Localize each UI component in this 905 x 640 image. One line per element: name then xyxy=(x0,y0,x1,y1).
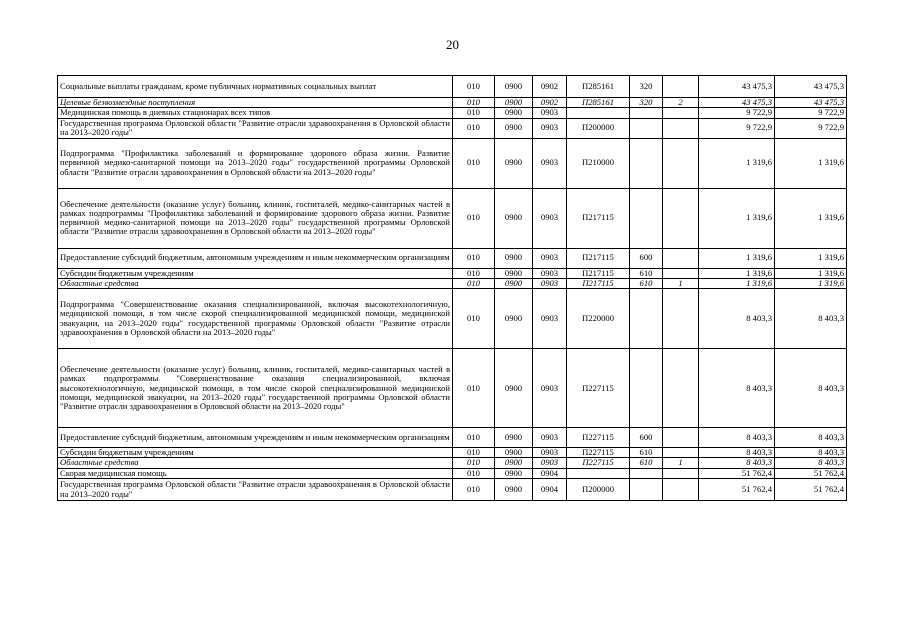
ministry-code-cell: 010 xyxy=(453,468,495,478)
description-cell: Субсидии бюджетным учреждениям xyxy=(58,448,453,458)
subsection-code-cell: 0903 xyxy=(533,458,567,468)
expense-type-cell xyxy=(630,349,663,428)
section-code-cell: 0900 xyxy=(495,479,533,501)
amount-cell: 8 403,3 xyxy=(699,428,775,448)
ministry-code-cell: 010 xyxy=(453,108,495,118)
source-code-cell xyxy=(663,468,699,478)
description-cell: Целевые безвозмездные поступления xyxy=(58,98,453,108)
source-code-cell xyxy=(663,76,699,98)
amount-total-cell: 1 319,6 xyxy=(775,248,847,268)
table-row xyxy=(58,268,847,278)
amount-total-cell: 8 403,3 xyxy=(775,289,847,349)
amount-total-cell: 1 319,6 xyxy=(775,138,847,188)
table-row xyxy=(58,428,847,448)
amount-total-cell: 1 319,6 xyxy=(775,188,847,248)
ministry-code-cell: 010 xyxy=(453,98,495,108)
table-row xyxy=(58,468,847,478)
expense-type-cell: 610 xyxy=(630,458,663,468)
target-article-cell: П227115 xyxy=(567,349,630,428)
section-code-cell: 0900 xyxy=(495,108,533,118)
subsection-code-cell: 0903 xyxy=(533,108,567,118)
section-code-cell: 0900 xyxy=(495,268,533,278)
table-row xyxy=(58,278,847,288)
subsection-code-cell: 0903 xyxy=(533,428,567,448)
target-article-cell: П220000 xyxy=(567,289,630,349)
table-row xyxy=(58,248,847,268)
description-cell: Обеспечение деятельности (оказание услуг) больниц, клиник, госпиталей, медико-санитарных частей в рамках подпрограммы "Совершенствование оказания специализированной, включая высокотехнологичную, медицинской помощи, в том числе скорой специализированной медицинской помощи, медицинской эвакуации, на 2013–2020 годы" государственной программы Орловской области "Развитие отрасли здравоохранения в Орловской области на 2013–2020 годы" xyxy=(58,349,453,428)
amount-total-cell: 8 403,3 xyxy=(775,349,847,428)
table-body xyxy=(58,76,847,501)
description-cell: Государственная программа Орловской области "Развитие отрасли здравоохранения в Орловской области на 2013–2020 годы" xyxy=(58,118,453,138)
section-code-cell: 0900 xyxy=(495,138,533,188)
ministry-code-cell: 010 xyxy=(453,428,495,448)
table-row xyxy=(58,458,847,468)
amount-cell: 8 403,3 xyxy=(699,289,775,349)
source-code-cell: 2 xyxy=(663,98,699,108)
expense-type-cell xyxy=(630,289,663,349)
target-article-cell: П285161 xyxy=(567,98,630,108)
table-row xyxy=(58,349,847,428)
amount-total-cell: 51 762,4 xyxy=(775,479,847,501)
source-code-cell: 1 xyxy=(663,278,699,288)
amount-total-cell: 9 722,9 xyxy=(775,108,847,118)
ministry-code-cell: 010 xyxy=(453,138,495,188)
subsection-code-cell: 0903 xyxy=(533,138,567,188)
page-number: 20 xyxy=(446,37,459,52)
ministry-code-cell: 010 xyxy=(453,248,495,268)
amount-total-cell: 8 403,3 xyxy=(775,448,847,458)
target-article-cell: П217115 xyxy=(567,278,630,288)
target-article-cell: П217115 xyxy=(567,188,630,248)
subsection-code-cell: 0903 xyxy=(533,448,567,458)
amount-cell: 8 403,3 xyxy=(699,349,775,428)
target-article-cell: П200000 xyxy=(567,118,630,138)
expense-type-cell xyxy=(630,468,663,478)
expense-type-cell xyxy=(630,108,663,118)
description-cell: Предоставление субсидий бюджетным, автономным учреждениям и иным некоммерческим организациям xyxy=(58,428,453,448)
section-code-cell: 0900 xyxy=(495,428,533,448)
subsection-code-cell: 0903 xyxy=(533,118,567,138)
section-code-cell: 0900 xyxy=(495,468,533,478)
source-code-cell xyxy=(663,268,699,278)
section-code-cell: 0900 xyxy=(495,248,533,268)
section-code-cell: 0900 xyxy=(495,448,533,458)
source-code-cell xyxy=(663,448,699,458)
source-code-cell xyxy=(663,118,699,138)
section-code-cell: 0900 xyxy=(495,188,533,248)
expense-type-cell xyxy=(630,118,663,138)
amount-cell: 1 319,6 xyxy=(699,268,775,278)
subsection-code-cell: 0903 xyxy=(533,289,567,349)
ministry-code-cell: 010 xyxy=(453,289,495,349)
description-cell: Медицинская помощь в дневных стационарах всех типов xyxy=(58,108,453,118)
target-article-cell: П227115 xyxy=(567,448,630,458)
expense-type-cell xyxy=(630,479,663,501)
ministry-code-cell: 010 xyxy=(453,76,495,98)
target-article-cell xyxy=(567,468,630,478)
target-article-cell: П227115 xyxy=(567,458,630,468)
amount-cell: 8 403,3 xyxy=(699,458,775,468)
expense-type-cell: 320 xyxy=(630,98,663,108)
target-article-cell: П227115 xyxy=(567,428,630,448)
ministry-code-cell: 010 xyxy=(453,349,495,428)
source-code-cell xyxy=(663,479,699,501)
source-code-cell xyxy=(663,108,699,118)
expense-type-cell: 600 xyxy=(630,428,663,448)
amount-cell: 1 319,6 xyxy=(699,278,775,288)
ministry-code-cell: 010 xyxy=(453,458,495,468)
description-cell: Государственная программа Орловской области "Развитие отрасли здравоохранения в Орловской области на 2013–2020 годы" xyxy=(58,479,453,501)
subsection-code-cell: 0903 xyxy=(533,248,567,268)
subsection-code-cell: 0902 xyxy=(533,98,567,108)
source-code-cell xyxy=(663,349,699,428)
description-cell: Субсидии бюджетным учреждениям xyxy=(58,268,453,278)
target-article-cell: П210000 xyxy=(567,138,630,188)
ministry-code-cell: 010 xyxy=(453,268,495,278)
amount-cell: 9 722,9 xyxy=(699,108,775,118)
expense-type-cell: 610 xyxy=(630,268,663,278)
expense-type-cell: 610 xyxy=(630,278,663,288)
section-code-cell: 0900 xyxy=(495,289,533,349)
subsection-code-cell: 0903 xyxy=(533,188,567,248)
amount-total-cell: 1 319,6 xyxy=(775,278,847,288)
subsection-code-cell: 0904 xyxy=(533,479,567,501)
amount-total-cell: 8 403,3 xyxy=(775,458,847,468)
amount-total-cell: 9 722,9 xyxy=(775,118,847,138)
description-cell: Социальные выплаты гражданам, кроме публичных нормативных социальных выплат xyxy=(58,76,453,98)
subsection-code-cell: 0902 xyxy=(533,76,567,98)
table-row xyxy=(58,188,847,248)
expense-type-cell: 320 xyxy=(630,76,663,98)
source-code-cell xyxy=(663,248,699,268)
section-code-cell: 0900 xyxy=(495,98,533,108)
amount-total-cell: 43 475,3 xyxy=(775,98,847,108)
section-code-cell: 0900 xyxy=(495,118,533,138)
amount-total-cell: 43 475,3 xyxy=(775,76,847,98)
section-code-cell: 0900 xyxy=(495,278,533,288)
description-cell: Областные средства xyxy=(58,458,453,468)
ministry-code-cell: 010 xyxy=(453,448,495,458)
section-code-cell: 0900 xyxy=(495,349,533,428)
source-code-cell xyxy=(663,428,699,448)
table-row xyxy=(58,98,847,108)
amount-cell: 43 475,3 xyxy=(699,98,775,108)
section-code-cell: 0900 xyxy=(495,76,533,98)
amount-cell: 51 762,4 xyxy=(699,479,775,501)
ministry-code-cell: 010 xyxy=(453,479,495,501)
amount-total-cell: 8 403,3 xyxy=(775,428,847,448)
source-code-cell xyxy=(663,138,699,188)
table-row xyxy=(58,479,847,501)
section-code-cell: 0900 xyxy=(495,458,533,468)
expense-type-cell xyxy=(630,138,663,188)
amount-total-cell: 1 319,6 xyxy=(775,268,847,278)
description-cell: Скорая медицинская помощь xyxy=(58,468,453,478)
ministry-code-cell: 010 xyxy=(453,278,495,288)
ministry-code-cell: 010 xyxy=(453,188,495,248)
amount-total-cell: 51 762,4 xyxy=(775,468,847,478)
target-article-cell: П200000 xyxy=(567,479,630,501)
table-row xyxy=(58,448,847,458)
description-cell: Подпрограмма "Профилактика заболеваний и формирование здорового образа жизни. Развитие первичной медико-санитарной помощи на 2013–2020 годы" государственной программы Орловской области "Развитие отрасли здравоохранения в Орловской области на 2013–2020 годы" xyxy=(58,138,453,188)
table-row xyxy=(58,108,847,118)
subsection-code-cell: 0904 xyxy=(533,468,567,478)
source-code-cell xyxy=(663,289,699,349)
expense-type-cell: 600 xyxy=(630,248,663,268)
description-cell: Обеспечение деятельности (оказание услуг) больниц, клиник, госпиталей, медико-санитарных частей в рамках подпрограммы "Профилактика заболеваний и формирование здорового образа жизни. Развитие первичной медико-санитарной помощи на 2013–2020 годы" государственной программы Орловской области "Развитие отрасли здравоохранения в Орловской области на 2013–2020 годы" xyxy=(58,188,453,248)
description-cell: Областные средства xyxy=(58,278,453,288)
table-row xyxy=(58,289,847,349)
target-article-cell xyxy=(567,108,630,118)
amount-cell: 8 403,3 xyxy=(699,448,775,458)
expense-type-cell: 610 xyxy=(630,448,663,458)
target-article-cell: П217115 xyxy=(567,248,630,268)
target-article-cell: П285161 xyxy=(567,76,630,98)
table-row xyxy=(58,118,847,138)
amount-cell: 1 319,6 xyxy=(699,138,775,188)
amount-cell: 43 475,3 xyxy=(699,76,775,98)
target-article-cell: П217115 xyxy=(567,268,630,278)
source-code-cell: 1 xyxy=(663,458,699,468)
amount-cell: 51 762,4 xyxy=(699,468,775,478)
subsection-code-cell: 0903 xyxy=(533,349,567,428)
description-cell: Подпрограмма "Совершенствование оказания специализированной, включая высокотехнологичную, медицинской помощи, в том числе скорой специализированной медицинской помощи, медицинской эвакуации, на 2013–2020 годы" государственной программы Орловской области "Развитие отрасли здравоохранения в Орловской области на 2013–2020 годы" xyxy=(58,289,453,349)
table-row xyxy=(58,76,847,98)
table-row xyxy=(58,138,847,188)
subsection-code-cell: 0903 xyxy=(533,268,567,278)
amount-cell: 9 722,9 xyxy=(699,118,775,138)
subsection-code-cell: 0903 xyxy=(533,278,567,288)
amount-cell: 1 319,6 xyxy=(699,188,775,248)
expense-type-cell xyxy=(630,188,663,248)
amount-cell: 1 319,6 xyxy=(699,248,775,268)
ministry-code-cell: 010 xyxy=(453,118,495,138)
budget-table xyxy=(57,75,847,501)
description-cell: Предоставление субсидий бюджетным, автономным учреждениям и иным некоммерческим организациям xyxy=(58,248,453,268)
source-code-cell xyxy=(663,188,699,248)
